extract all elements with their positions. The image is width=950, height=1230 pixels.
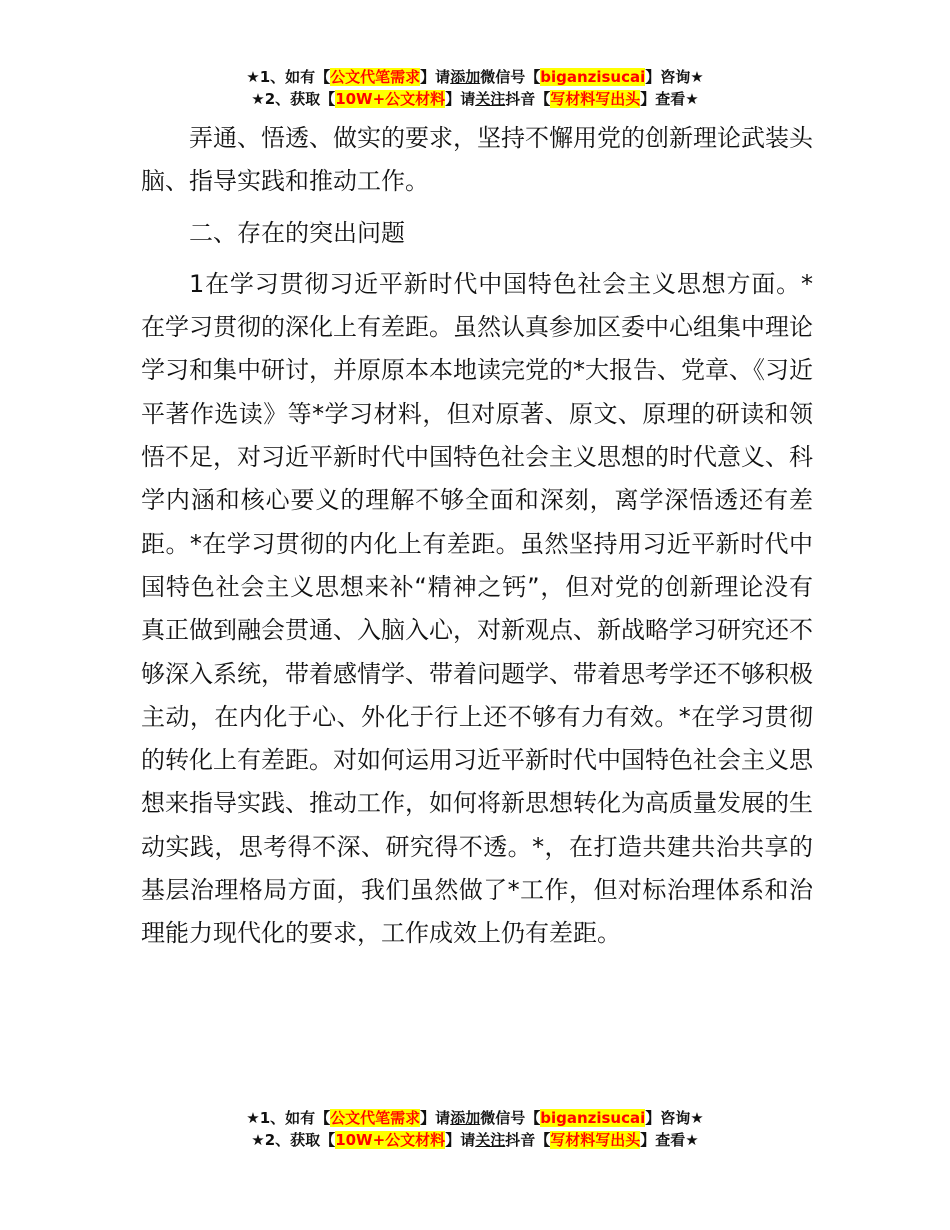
promo-emphasis: 添加 [450,68,481,86]
paragraph-main: 1在学习贯彻习近平新时代中国特色社会主义思想方面。*在学习贯彻的深化上有差距。虽然认真参加区委中心组集中理论学习和集中研讨，并原原本本地读完党的*大报告、党章、《习近平著作选读》等*学习材料，但对原著、原文、原理的研读和领悟不足，对习近平新时代中国特色社会主义思想的时代意义、科学内涵和核心要义的理解不够全面和深刻，离学深悟透还有差距。*在学习贯彻的内化上有差距。虽然坚持用习近平新时代中国特色社会主义思想来补“精神之钙”，但对党的创新理论没有真正做到融会贯通、入脑入心，对新观点、新战略学习研究还不够深入系统，带着感情学、带着问题学、带着思考学还不够积极主动，在内化于心、外化于行上还不够有力有效。*在学习贯彻的转化上有差距。对如何运用习近平新时代中国特色社会主义思想来指导实践、推动工作，如何将新思想转化为高质量发展的生动实践，思考得不深、研究得不透。*，在打造共建共治共享的基层治理格局方面，我们虽然做了*工作，但对标治理体系和治理能力现代化的要求，工作成效上仍有差距。 [141,269,813,948]
promo-highlight: 10W+公文材料 [335,90,446,108]
promo-line-1 [0,66,950,88]
promo-line-2 [0,1129,950,1151]
promo-text: ★2、获取【 [251,1131,336,1149]
paragraph-continuation: 弄通、悟透、做实的要求，坚持不懈用党的创新理论武装头脑、指导实践和推动工作。 [141,124,813,196]
promo-text: 】请 [445,90,476,108]
header-promo-banner [0,66,950,110]
promo-emphasis: 关注 [475,90,506,108]
footer-promo-banner [0,1107,950,1151]
promo-text: 】请 [445,1131,476,1149]
section-heading: 二、存在的突出问题 [189,218,405,247]
promo-highlight: 写材料写出头 [550,1131,641,1149]
promo-text: 】咨询★ [645,1109,704,1127]
promo-text: 微信号【 [480,1109,541,1127]
promo-text: ★1、如有【 [246,1109,331,1127]
promo-emphasis: 添加 [450,1109,481,1127]
promo-highlight: 写材料写出头 [550,90,641,108]
promo-line-2 [0,88,950,110]
promo-highlight: 公文代笔需求 [330,1109,421,1127]
promo-text: 】请 [420,68,451,86]
promo-highlight: biganzisucai [540,1109,646,1127]
promo-text: 微信号【 [480,68,541,86]
promo-highlight: 10W+公文材料 [335,1131,446,1149]
promo-text: ★1、如有【 [246,68,331,86]
promo-text: 抖音【 [505,1131,551,1149]
promo-highlight: biganzisucai [540,68,646,86]
promo-text: 】咨询★ [645,68,704,86]
promo-emphasis: 关注 [475,1131,506,1149]
promo-text: 】请 [420,1109,451,1127]
promo-text: 抖音【 [505,90,551,108]
promo-highlight: 公文代笔需求 [330,68,421,86]
document-body [141,117,813,956]
promo-text: 】查看★ [640,1131,699,1149]
promo-text: 】查看★ [640,90,699,108]
promo-line-1 [0,1107,950,1129]
promo-text: ★2、获取【 [251,90,336,108]
